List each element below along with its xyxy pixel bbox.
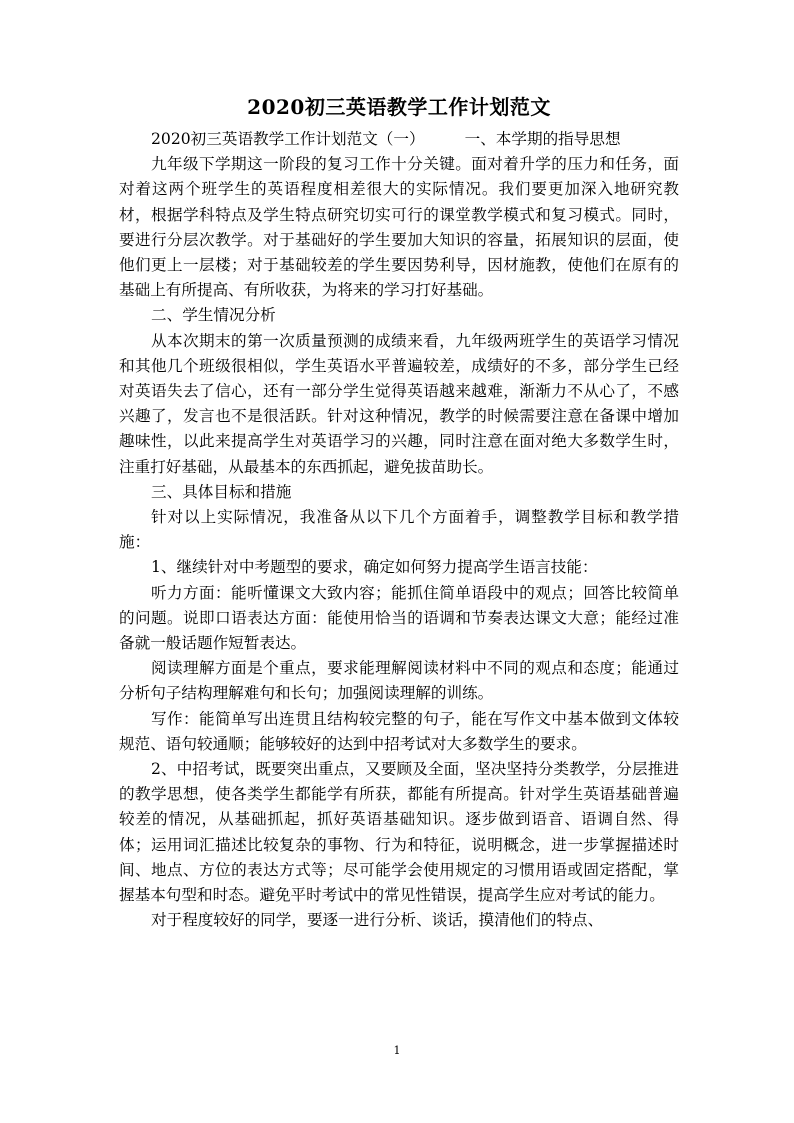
intro-line	[119, 127, 679, 152]
paragraph-advanced-students: 对于程度较好的同学，要逐一进行分析、谈话，摸清他们的特点、	[151, 911, 604, 930]
document-body	[119, 93, 679, 934]
paragraph-reading: 阅读理解方面是个重点，要求能理解阅读材料中不同的观点和态度；能通过分析句子结构理解难句和长句；加强阅读理解的训练。	[119, 659, 679, 703]
section-heading-3: 三、具体目标和措施	[151, 482, 292, 501]
paragraph-item-1: 1、继续针对中考题型的要求，确定如何努力提高学生语言技能：	[151, 558, 598, 577]
paragraph-measures-intro: 针对以上实际情况，我准备从以下几个方面着手，调整教学目标和教学措施：	[119, 508, 679, 552]
paragraph-guiding-thought: 九年级下学期这一阶段的复习工作十分关键。面对着升学的压力和任务，面对着这两个班学生的英语程度相差很大的实际情况。我们要更加深入地研究教材，根据学科特点及学生特点研究切实可行的课堂教学模式和复习模式。同时，要进行分层次教学。对于基础好的学生要加大知识的容量，拓展知识的层面，使他们更上一层楼；对于基础较差的学生要因势利导，因材施教，使他们在原有的基础上有所提高、有所收获，为将来的学习打好基础。	[119, 155, 679, 300]
document-title: 2020初三英语教学工作计划范文	[247, 95, 551, 119]
section-heading-1: 一、本学期的指导思想	[464, 130, 621, 148]
paragraph-writing: 写作：能简单写出连贯且结构较完整的句子，能在写作文中基本做到文体较规范、语句较通顺；能够较好的达到中招考试对大多数学生的要求。	[119, 709, 679, 753]
document-subtitle: 2020初三英语教学工作计划范文（一）	[151, 130, 425, 148]
section-heading-2: 二、学生情况分析	[151, 306, 276, 325]
page-number: 1	[393, 1044, 401, 1057]
paragraph-item-2: 2、中招考试，既要突出重点，又要顾及全面，坚决坚持分类教学，分层推进的教学思想，使各类学生都能学有所获，都能有所提高。针对学生英语基础普遍较差的情况，从基础抓起，抓好英语基础知识。逐步做到语音、语调自然、得体；运用词汇描述比较复杂的事物、行为和特征，说明概念，进一步掌握描述时间、地点、方位的表达方式等；尽可能学会使用规定的习惯用语或固定搭配，掌握基本句型和时态。避免平时考试中的常见性错误，提高学生应对考试的能力。	[119, 760, 679, 905]
paragraph-listening-speaking: 听力方面：能听懂课文大致内容；能抓住简单语段中的观点；回答比较简单的问题。说即口语表达方面：能使用恰当的语调和节奏表达课文大意；能经过准备就一般话题作短暂表达。	[119, 583, 679, 653]
paragraph-student-analysis: 从本次期末的第一次质量预测的成绩来看，九年级两班学生的英语学习情况和其他几个班级很相似，学生英语水平普遍较差，成绩好的不多，部分学生已经对英语失去了信心，还有一部分学生觉得英语越来越难，渐渐力不从心了，不感兴趣了，发言也不是很活跃。针对这种情况，教学的时候需要注意在备课中增加趣味性，以此来提高学生对英语学习的兴趣，同时注意在面对绝大多数学生时，注重打好基础，从最基本的东西抓起，避免拔苗助长。	[119, 331, 679, 476]
